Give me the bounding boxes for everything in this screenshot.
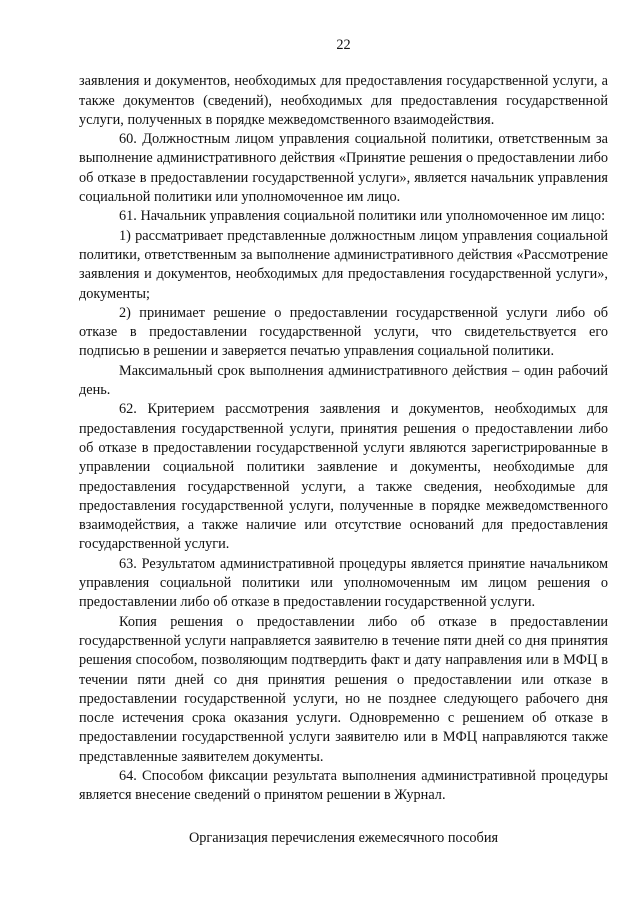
paragraph: 61. Начальник управления социальной политики или уполномоченное им лицо: bbox=[119, 208, 606, 225]
section-heading: Организация перечисления ежемесячного пособия bbox=[188, 829, 499, 846]
paragraph: 63. Результатом административной процедуры является принятие начальником управления социальной политики или уполномоченным им лицом решения о предоставлении либо об отказе в предоставлении государственной услуги. bbox=[79, 555, 608, 611]
paragraph: 60. Должностным лицом управления социальной политики, ответственным за выполнение административного действия «Принятие решения о предоставлении либо об отказе в предоставлении государственной услуги», является начальник управления социальной политики или уполномоченное им лицо. bbox=[79, 131, 608, 206]
paragraph: Максимальный срок выполнения административного действия – один рабочий день. bbox=[79, 362, 608, 399]
page-number: 22 bbox=[336, 37, 351, 53]
paragraph: 64. Способом фиксации результата выполнения административной процедуры является внесение сведений о принятом решении в Журнал. bbox=[79, 767, 608, 804]
paragraph: Копия решения о предоставлении либо об отказе в предоставлении государственной услуги направляется заявителю в течение пяти дней со дня принятия решения способом, позволяющим подтвердить факт и дату направления или в МФЦ в течении пяти дней со дня принятия решения о предоставлении или отказе в предоставлении государственной услуги, но не позднее следующего рабочего дня после истечения срока оказания услуги. Одновременно с решением об отказе в предоставлении государственной услуги заявителю или в МФЦ направляются также представленные заявителем документы. bbox=[79, 613, 608, 765]
paragraph: заявления и документов, необходимых для предоставления государственной услуги, а также документов (сведений), необходимых для предоставления государственной услуги, полученных в порядке межведомственного взаимодействия. bbox=[79, 73, 608, 128]
paragraph: 2) принимает решение о предоставлении государственной услуги либо об отказе в предоставлении государственной услуги, что свидетельствуется его подписью в решении и заверяется печатью управления социальной политики. bbox=[79, 304, 608, 360]
paragraph: 1) рассматривает представленные должностным лицом управления социальной политики, ответственным за выполнение административного действия «Рассмотрение заявления и документов, необходимых для предоставления государственной услуги», документы; bbox=[79, 227, 608, 302]
paragraph: 62. Критерием рассмотрения заявления и документов, необходимых для предоставления государственной услуги, принятия решения о предоставлении либо об отказе в предоставлении государственной услуги являются зарегистрированные в управлении социальной политики заявление и документы, необходимые для предоставления государственной услуги, а также сведения, необходимые для предоставления государственной услуги, полученные в порядке межведомственного взаимодействия, а также наличие или отсутствие оснований для предоставления государственной услуги. bbox=[79, 401, 608, 553]
